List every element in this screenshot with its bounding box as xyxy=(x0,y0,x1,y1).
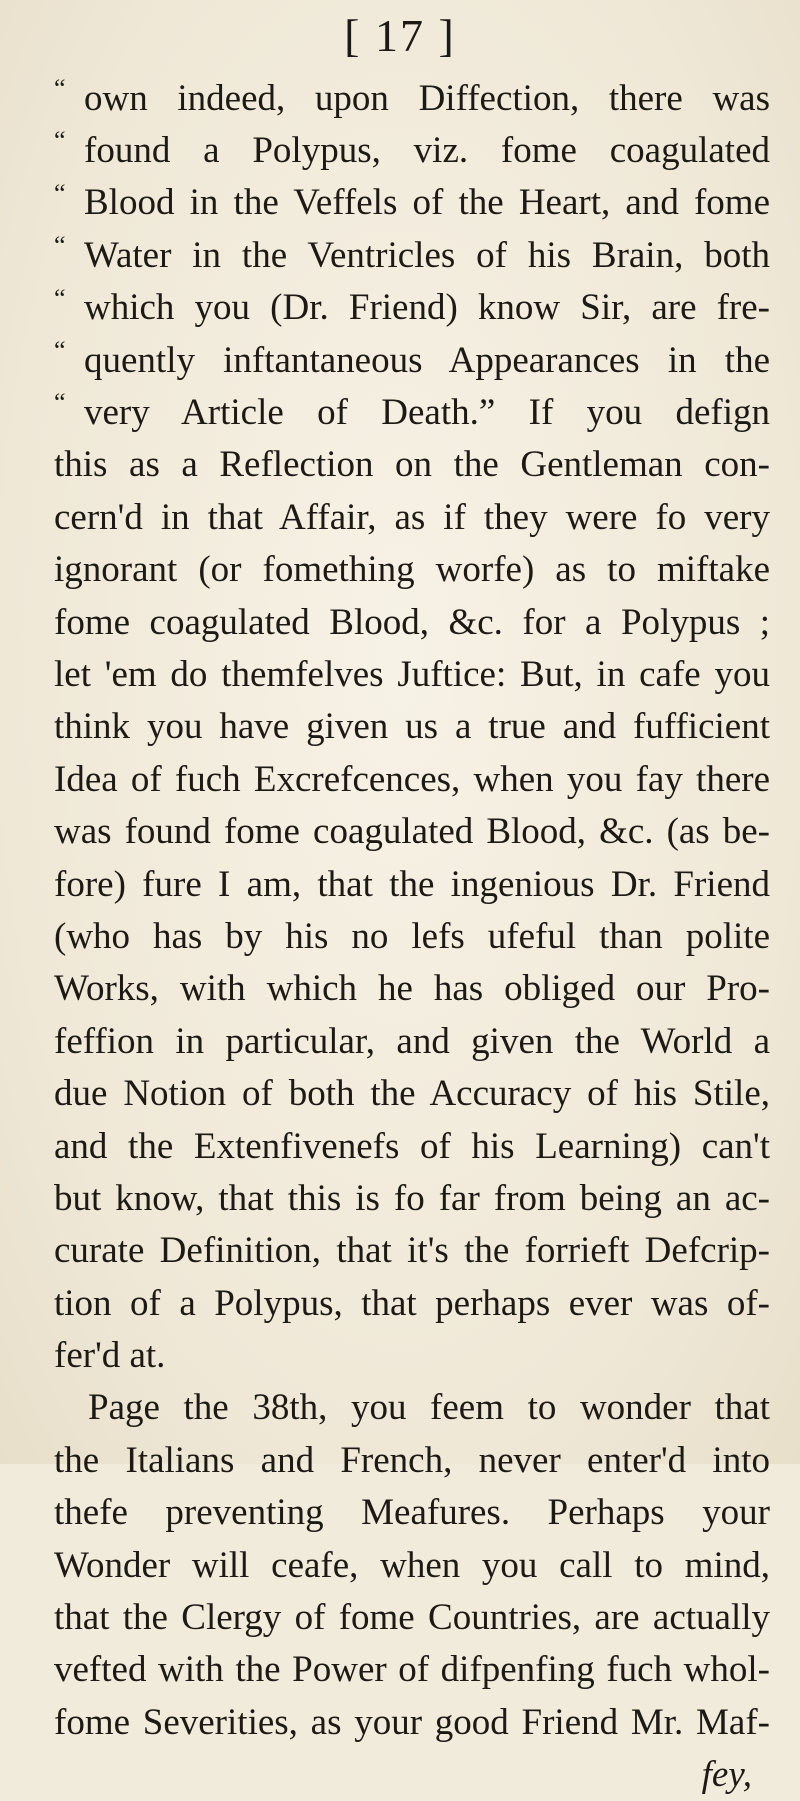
line-text: very Article of Death.” If you defign xyxy=(84,392,770,434)
line-text: feffion in particular, and given the World a xyxy=(54,1020,770,1062)
text-line xyxy=(54,1067,770,1119)
line-text: cern'd in that Affair, as if they were fo very xyxy=(54,496,770,538)
text-line xyxy=(54,1487,770,1539)
text-line xyxy=(54,910,770,962)
line-text: that the Clergy of fome Countries, are actually xyxy=(54,1597,770,1639)
quote-mark: “ xyxy=(54,388,66,418)
line-text: vefted with the Power of difpenfing fuch whol- xyxy=(54,1649,770,1691)
quote-mark: “ xyxy=(54,283,66,313)
text-line xyxy=(54,805,770,857)
text-line xyxy=(54,439,770,491)
text-line xyxy=(54,858,770,910)
catchword: fey, xyxy=(701,1754,752,1796)
text-line xyxy=(54,1120,770,1172)
line-text: Idea of fuch Excrefcences, when you fay there xyxy=(54,758,770,800)
line-text: fore) fure I am, that the ingenious Dr. Friend xyxy=(54,863,770,905)
text-line xyxy=(54,1591,770,1643)
line-text: fome Severities, as your good Friend Mr. Maf- xyxy=(54,1701,770,1743)
text-line xyxy=(54,177,770,229)
line-text: found a Polypus, viz. fome coagulated xyxy=(84,130,770,172)
text-line xyxy=(54,753,770,805)
page-number: [ 17 ] xyxy=(344,10,456,61)
text-line xyxy=(54,72,770,124)
text-line xyxy=(54,596,770,648)
quote-mark: “ xyxy=(54,231,66,261)
text-line xyxy=(54,491,770,543)
quote-mark: “ xyxy=(54,335,66,365)
line-text: Blood in the Veffels of the Heart, and fome xyxy=(84,182,770,224)
catchword-line xyxy=(54,1749,770,1801)
text-line xyxy=(54,1329,770,1381)
line-text: Water in the Ventricles of his Brain, both xyxy=(84,234,770,276)
text-line xyxy=(54,1696,770,1748)
line-text: but know, that this is fo far from being an ac- xyxy=(54,1177,770,1219)
line-text: think you have given us a true and fufficient xyxy=(54,706,770,748)
text-line xyxy=(54,1539,770,1591)
line-text: Works, with which he has obliged our Pro- xyxy=(54,968,770,1010)
text-line xyxy=(54,1644,770,1696)
body-text xyxy=(54,72,770,1801)
quote-mark: “ xyxy=(54,74,66,103)
line-text: the Italians and French, never enter'd into xyxy=(54,1439,770,1481)
line-text: was found fome coagulated Blood, &c. (as be- xyxy=(54,811,770,853)
text-line xyxy=(54,1225,770,1277)
line-text: due Notion of both the Accuracy of his Stile, xyxy=(54,1073,770,1115)
text-line xyxy=(54,1172,770,1224)
text-line xyxy=(54,701,770,753)
quote-mark: “ xyxy=(54,126,66,156)
line-text: (who has by his no lefs ufeful than polite xyxy=(54,915,770,957)
line-text: curate Definition, that it's the forrieft Defcrip- xyxy=(54,1230,770,1272)
text-line xyxy=(54,1015,770,1067)
line-text: fer'd at. xyxy=(54,1335,166,1377)
text-line xyxy=(54,1382,770,1434)
line-text: ignorant (or fomething worfe) as to miftake xyxy=(54,549,770,591)
text-line xyxy=(54,1277,770,1329)
text-line xyxy=(54,124,770,176)
line-text: own indeed, upon Diffection, there was xyxy=(84,77,770,119)
line-text: let 'em do themfelves Juftice: But, in cafe you xyxy=(54,653,770,695)
text-line xyxy=(54,1434,770,1486)
quote-mark: “ xyxy=(54,178,66,208)
line-text: Page the 38th, you feem to wonder that xyxy=(88,1387,770,1429)
line-text: this as a Reflection on the Gentleman con- xyxy=(54,444,770,486)
line-text: thefe preventing Meafures. Perhaps your xyxy=(54,1492,770,1534)
text-line xyxy=(54,963,770,1015)
line-text: quently inftantaneous Appearances in the xyxy=(84,339,770,381)
line-text: Wonder will ceafe, when you call to mind, xyxy=(54,1544,770,1586)
line-text: and the Extenfivenefs of his Learning) can't xyxy=(54,1125,770,1167)
text-line xyxy=(54,282,770,334)
line-text: tion of a Polypus, that perhaps ever was of- xyxy=(54,1282,770,1324)
text-line xyxy=(54,648,770,700)
text-line xyxy=(54,544,770,596)
text-line xyxy=(54,229,770,281)
text-line xyxy=(54,386,770,438)
line-text: fome coagulated Blood, &c. for a Polypus ; xyxy=(54,601,770,643)
line-text: which you (Dr. Friend) know Sir, are fre- xyxy=(84,287,770,329)
text-line xyxy=(54,334,770,386)
